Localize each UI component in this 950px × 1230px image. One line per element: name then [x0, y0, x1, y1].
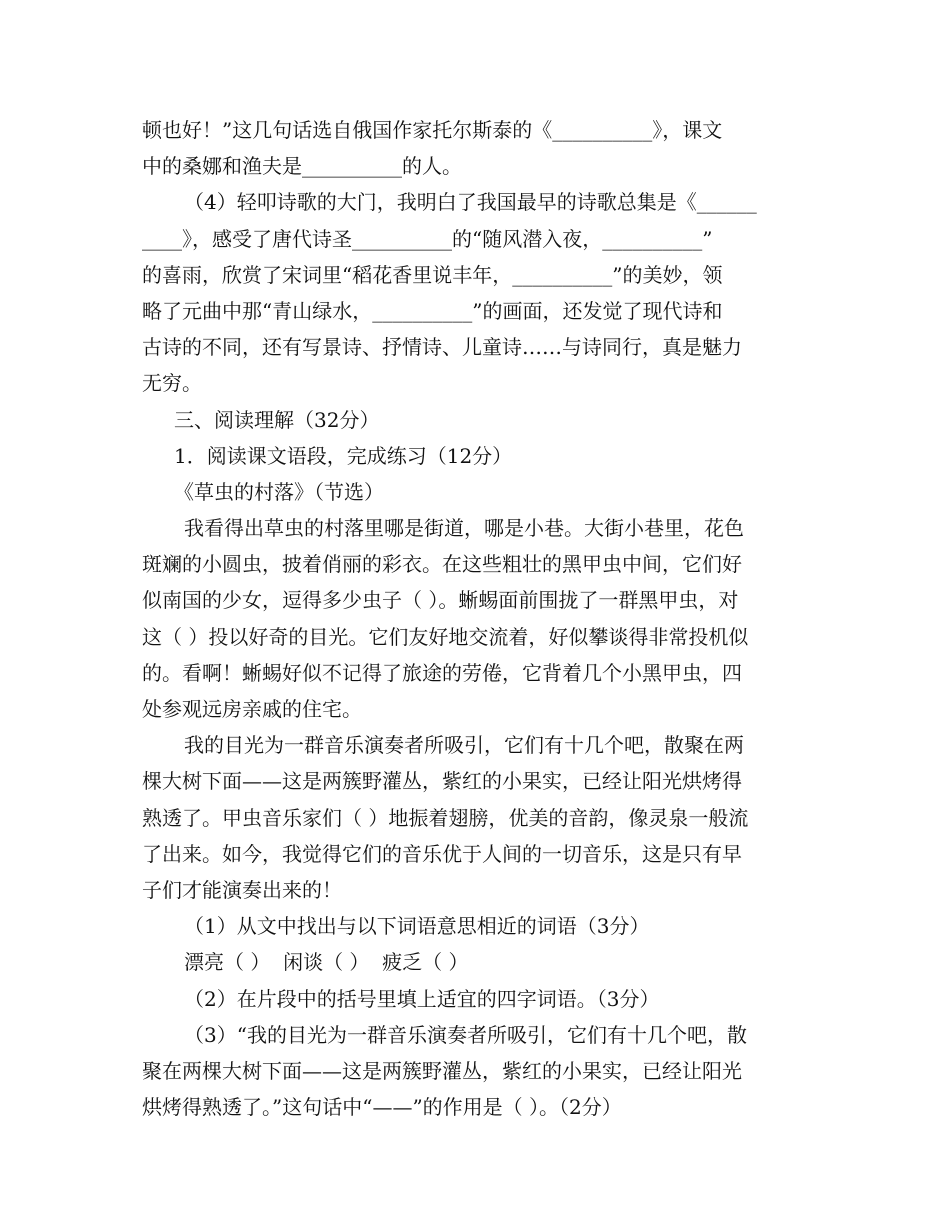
- answer-blanks-line: 漂亮（ ） 闲谈（ ） 疲乏（ ）: [184, 950, 469, 975]
- text-line: （4）轻叩诗歌的大门，我明白了我国最早的诗歌总集是《______: [184, 190, 757, 215]
- text-line: 古诗的不同，还有写景诗、抒情诗、儿童诗……与诗同行，真是魅力: [142, 335, 742, 360]
- section-heading: 三、阅读理解（32分）: [174, 407, 380, 432]
- text-line: 中的桑娜和渔夫是__________的人。: [142, 154, 462, 179]
- text-line: 无穷。: [142, 371, 202, 396]
- question-heading: 1．阅读课文语段，完成练习（12分）: [174, 443, 513, 468]
- text-line: 了出来。如今，我觉得它们的音乐优于人间的一切音乐，这是只有早: [142, 841, 742, 866]
- text-line: 棵大树下面——这是两簇野灌丛，紫红的小果实，已经让阳光烘烤得: [142, 769, 742, 794]
- text-line: 我看得出草虫的村落里哪是街道，哪是小巷。大街小巷里，花色: [184, 516, 744, 541]
- text-line: 这（ ）投以好奇的目光。它们友好地交流着，好似攀谈得非常投机似: [142, 624, 749, 649]
- passage-title: 《草虫的村落》（节选）: [174, 479, 384, 504]
- text-line: 我的目光为一群音乐演奏者所吸引，它们有十几个吧，散聚在两: [184, 733, 744, 758]
- text-line: 熟透了。甲虫音乐家们（ ）地振着翅膀，优美的音韵，像灵泉一般流: [142, 805, 749, 830]
- text-line: 顿也好！”这几句话选自俄国作家托尔斯泰的《__________》，课文: [142, 118, 723, 142]
- text-line: 聚在两棵大树下面——这是两簇野灌丛，紫红的小果实，已经让阳光: [142, 1058, 742, 1083]
- text-line: 略了元曲中那“青山绿水，__________”的画面，还发觉了现代诗和: [142, 298, 723, 323]
- subquestion-line: （2）在片段中的括号里填上适宜的四字词语。（3分）: [184, 986, 660, 1011]
- text-line: 斑斓的小圆虫，披着俏丽的彩衣。在这些粗壮的黑甲虫中间，它们好: [142, 552, 742, 577]
- text-line: 的喜雨，欣赏了宋词里“稻花香里说丰年，__________”的美妙，领: [142, 262, 723, 287]
- text-line: 烘烤得熟透了。”这句话中“——”的作用是（ ）。（2分）: [142, 1095, 622, 1120]
- text-line: 似南国的少女，逗得多少虫子（ ）。蜥蜴面前围拢了一群黑甲虫，对: [142, 588, 739, 613]
- document-page: [142, 112, 814, 1125]
- text-line: ____》，感受了唐代诗圣__________的“随风潜入夜，__________”: [142, 226, 713, 251]
- text-line: 处参观远房亲戚的住宅。: [142, 697, 362, 721]
- subquestion-line: （1）从文中找出与以下词语意思相近的词语（3分）: [184, 914, 650, 939]
- text-line: 的。看啊！蜥蜴好似不记得了旅途的劳倦，它背着几个小黑甲虫，四: [142, 660, 742, 685]
- subquestion-line: （3）“我的目光为一群音乐演奏者所吸引，它们有十几个吧，散: [184, 1022, 747, 1047]
- text-line: 子们才能演奏出来的！: [142, 877, 342, 902]
